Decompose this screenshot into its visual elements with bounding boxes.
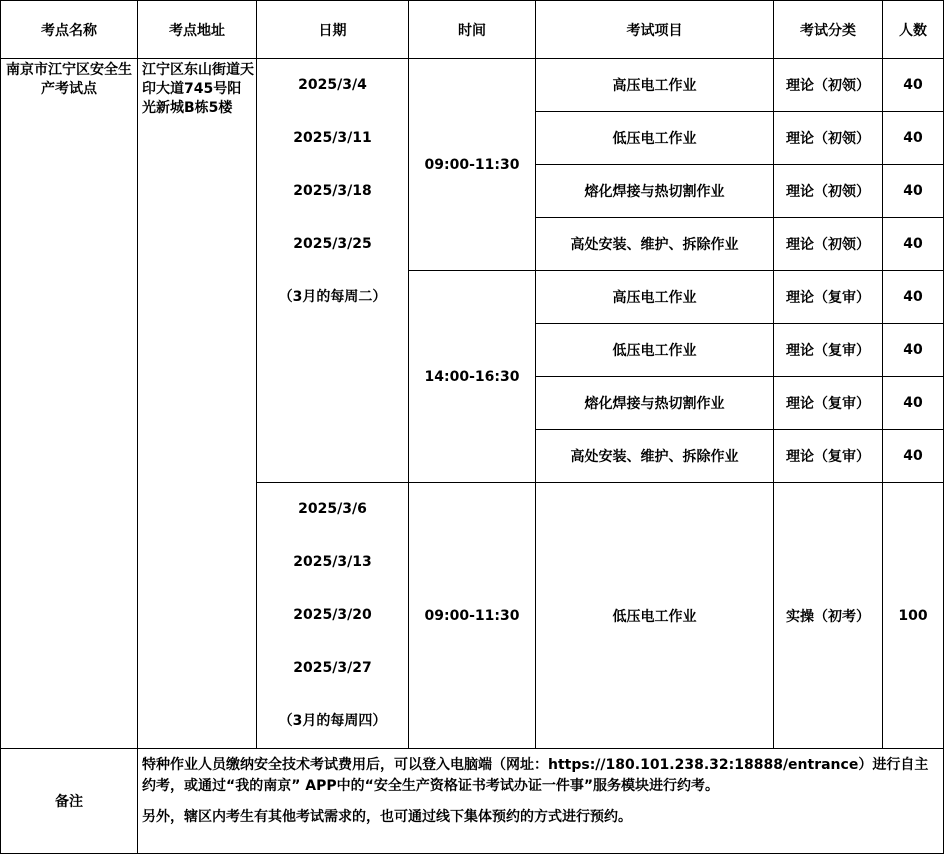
header-count: 人数 bbox=[883, 1, 944, 59]
exam-count-cell: 100 bbox=[883, 483, 944, 749]
exam-item-cell: 高处安装、维护、拆除作业 bbox=[536, 430, 774, 483]
date-list-tuesday bbox=[257, 59, 408, 324]
header-time: 时间 bbox=[409, 1, 536, 59]
exam-item-cell: 低压电工作业 bbox=[536, 324, 774, 377]
table-row bbox=[1, 59, 944, 112]
exam-count-cell: 40 bbox=[883, 271, 944, 324]
exam-count-cell: 40 bbox=[883, 218, 944, 271]
exam-category-cell: 理论（初领） bbox=[774, 112, 883, 165]
exam-category-cell: 理论（复审） bbox=[774, 430, 883, 483]
remarks-paragraph-2: 另外，辖区内考生有其他考试需求的，也可通过线下集体预约的方式进行预约。 bbox=[142, 809, 632, 825]
dates-tuesday-cell bbox=[257, 59, 409, 483]
exam-count-cell: 40 bbox=[883, 112, 944, 165]
date-item: 2025/3/20 bbox=[293, 607, 372, 623]
header-date: 日期 bbox=[257, 1, 409, 59]
remarks-content bbox=[138, 749, 944, 854]
date-item: 2025/3/11 bbox=[293, 130, 372, 146]
exam-category-cell: 理论（初领） bbox=[774, 165, 883, 218]
time-afternoon-cell: 14:00-16:30 bbox=[409, 271, 536, 483]
exam-category-cell: 理论（初领） bbox=[774, 59, 883, 112]
remarks-row bbox=[1, 749, 944, 854]
exam-item-cell: 熔化焊接与热切割作业 bbox=[536, 165, 774, 218]
exam-category-cell: 理论（复审） bbox=[774, 377, 883, 430]
header-site-address: 考点地址 bbox=[138, 1, 257, 59]
time-morning-cell: 09:00-11:30 bbox=[409, 59, 536, 271]
exam-count-cell: 40 bbox=[883, 324, 944, 377]
exam-item-cell: 高压电工作业 bbox=[536, 59, 774, 112]
dates-thursday-cell bbox=[257, 483, 409, 749]
exam-category-cell: 理论（复审） bbox=[774, 271, 883, 324]
date-list-thursday bbox=[257, 483, 408, 748]
exam-item-cell: 低压电工作业 bbox=[536, 483, 774, 749]
header-exam-category: 考试分类 bbox=[774, 1, 883, 59]
site-name-cell: 南京市江宁区安全生产考试点 bbox=[1, 59, 138, 749]
time-practical-cell: 09:00-11:30 bbox=[409, 483, 536, 749]
date-note: （3月的每周二） bbox=[278, 289, 387, 305]
header-exam-item: 考试项目 bbox=[536, 1, 774, 59]
date-item: 2025/3/4 bbox=[298, 77, 367, 93]
exam-category-cell: 实操（初考） bbox=[774, 483, 883, 749]
exam-count-cell: 40 bbox=[883, 430, 944, 483]
date-item: 2025/3/27 bbox=[293, 660, 372, 676]
exam-item-cell: 熔化焊接与热切割作业 bbox=[536, 377, 774, 430]
date-item: 2025/3/25 bbox=[293, 236, 372, 252]
date-item: 2025/3/6 bbox=[298, 501, 367, 517]
site-address-cell: 江宁区东山街道天印大道745号阳光新城B栋5楼 bbox=[138, 59, 257, 749]
date-note: （3月的每周四） bbox=[278, 713, 387, 729]
header-row bbox=[1, 1, 944, 59]
exam-item-cell: 高压电工作业 bbox=[536, 271, 774, 324]
exam-category-cell: 理论（初领） bbox=[774, 218, 883, 271]
exam-category-cell: 理论（复审） bbox=[774, 324, 883, 377]
date-item: 2025/3/18 bbox=[293, 183, 372, 199]
exam-item-cell: 高处安装、维护、拆除作业 bbox=[536, 218, 774, 271]
exam-item-cell: 低压电工作业 bbox=[536, 112, 774, 165]
header-site-name: 考点名称 bbox=[1, 1, 138, 59]
remarks-paragraph-1: 特种作业人员缴纳安全技术考试费用后，可以登入电脑端（网址：https://180.101.238.32:18888/entrance）进行自主约考，或通过“我的南京” APP中的“安全生产资格证书考试办证一件事”服务模块进行约考。 bbox=[142, 757, 929, 794]
remarks-label: 备注 bbox=[1, 749, 138, 854]
exam-count-cell: 40 bbox=[883, 165, 944, 218]
exam-count-cell: 40 bbox=[883, 59, 944, 112]
exam-count-cell: 40 bbox=[883, 377, 944, 430]
date-item: 2025/3/13 bbox=[293, 554, 372, 570]
